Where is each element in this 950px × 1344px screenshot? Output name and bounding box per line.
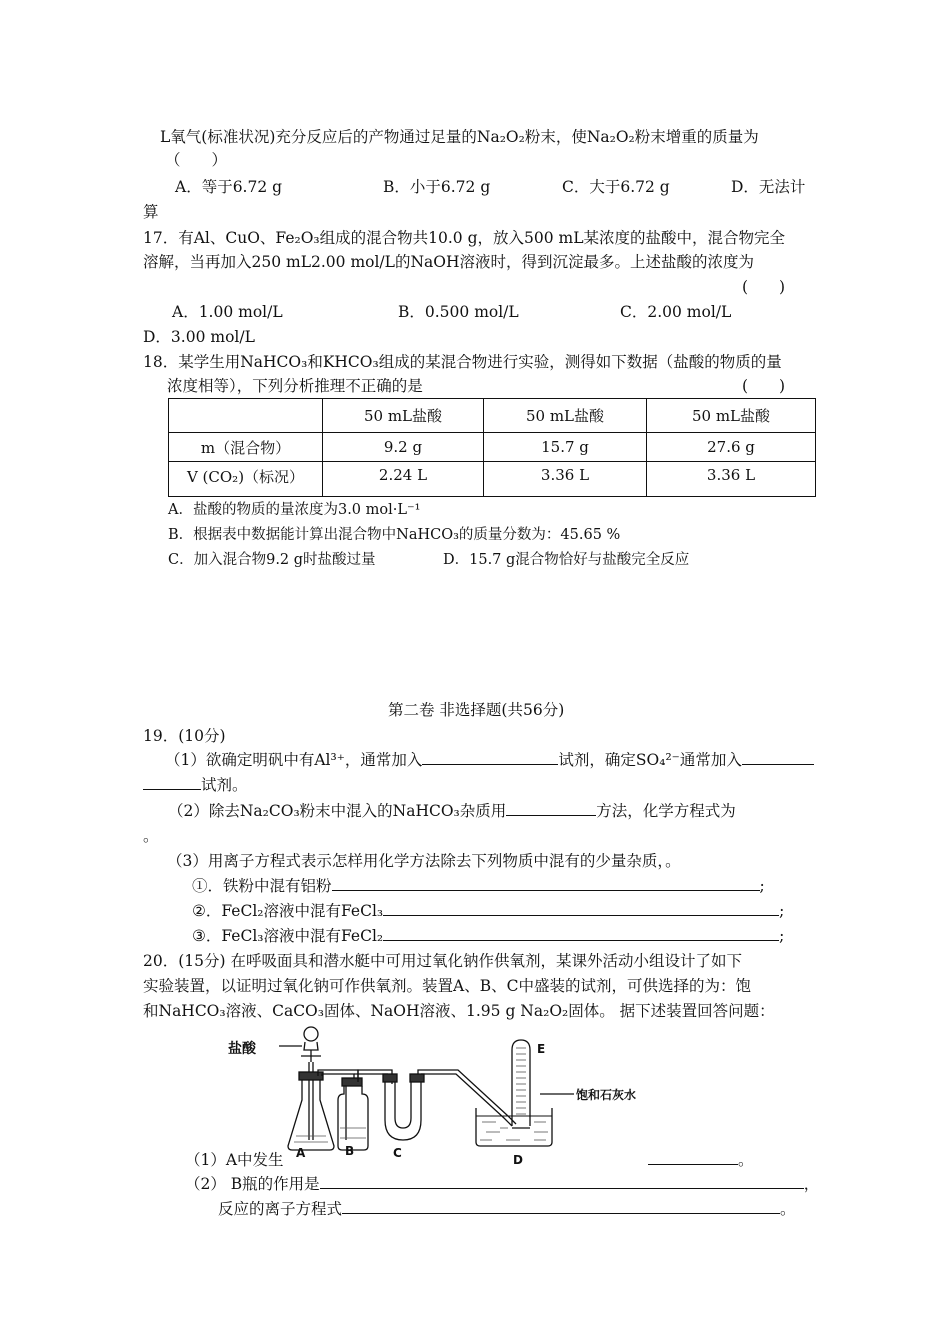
answer-blank[interactable] <box>383 926 779 941</box>
q19-part1 <box>165 750 814 770</box>
q17-stem-1: 17．有Al、CuO、Fe₂O₃组成的混合物共10.0 g，放入500 mL某浓度的盐酸中，混合物完全 <box>143 229 786 247</box>
table-row <box>169 433 816 462</box>
table-cell: 3.36 L <box>484 462 647 497</box>
trough-d-label: D <box>513 1153 523 1167</box>
section-title: 第二卷 非选择题(共56分) <box>388 701 565 719</box>
q17-option-d: D．3.00 mol/L <box>143 328 255 346</box>
q16-stem: L氧气(标准状况)充分反应后的产物通过足量的Na₂O₂粉末，使Na₂O₂粉末增重的质量为 <box>160 128 759 146</box>
flask-a-label: A <box>296 1146 306 1160</box>
q19-part1-text-c: 试剂。 <box>201 776 248 794</box>
table-header-row <box>169 399 816 433</box>
table-cell: 9.2 g <box>323 433 484 462</box>
q19-part2-text-b: 方法，化学方程式为 <box>596 802 736 820</box>
answer-blank[interactable] <box>332 876 760 891</box>
q20-stem-2: 实验装置，以证明过氧化钠可作供氧剂。装置A、B、C中盛装的试剂，可供选择的为：饱 <box>143 977 751 995</box>
u-tube-c-label: C <box>393 1146 402 1160</box>
q16-option-d-wrap: 算 <box>143 203 159 221</box>
table-cell: V (CO₂)（标况） <box>169 462 323 497</box>
comma: ， <box>803 1175 820 1193</box>
q20-stem-1: 20．(15分) 在呼吸面具和潜水艇中可用过氧化钠作供氧剂，某课外活动小组设计了如下 <box>143 952 742 970</box>
answer-blank[interactable] <box>320 1174 804 1189</box>
q17-option-c: C．2.00 mol/L <box>620 303 732 321</box>
q18-option-a: A．盐酸的物质的量浓度为3.0 mol·L⁻¹ <box>168 502 421 518</box>
q19-part1-text-a: （1）欲确定明矾中有Al³⁺，通常加入 <box>165 751 423 769</box>
q19-item-2 <box>192 901 784 921</box>
answer-blank[interactable] <box>143 775 201 790</box>
table-cell: m（混合物） <box>169 433 323 462</box>
hcl-label: 盐酸 <box>228 1041 256 1057</box>
q17-option-a: A．1.00 mol/L <box>172 303 283 321</box>
q16-option-b: B．小于6.72 g <box>383 178 491 196</box>
q19-item-1 <box>192 876 765 896</box>
q16-answer-paren: （ ） <box>165 151 228 169</box>
semicolon: ; <box>779 902 785 920</box>
answer-blank[interactable] <box>422 750 558 765</box>
table-cell: 27.6 g <box>647 433 816 462</box>
period: 。 <box>780 1200 796 1218</box>
q19-item-2-text: ②．FeCl₂溶液中混有FeCl₃ <box>192 902 384 920</box>
q20-sub2 <box>185 1174 819 1194</box>
answer-blank[interactable] <box>648 1150 738 1165</box>
q19-part2-text-a: （2）除去Na₂CO₃粉末中混入的NaHCO₃杂质用 <box>168 802 507 820</box>
semicolon: ; <box>779 927 785 945</box>
q16-option-c: C．大于6.72 g <box>562 178 670 196</box>
q17-option-b: B．0.500 mol/L <box>398 303 519 321</box>
bottle-b-label: B <box>345 1144 355 1158</box>
answer-blank[interactable] <box>383 901 779 916</box>
semicolon: ; <box>759 877 765 895</box>
table-cell: 50 mL盐酸 <box>484 399 647 433</box>
period: 。 <box>738 1151 754 1169</box>
tube-e-label: E <box>537 1042 546 1056</box>
q20-sub1-answer <box>648 1150 754 1170</box>
q19-part1-cont <box>143 775 248 795</box>
q18-stem-2: 浓度相等），下列分析推理不正确的是 <box>167 377 423 395</box>
q19-heading: 19．(10分) <box>143 727 226 745</box>
q20-stem-3: 和NaHCO₃溶液、CaCO₃固体、NaOH溶液、1.95 g Na₂O₂固体。 据下述装置回答问题： <box>143 1002 775 1020</box>
limewater-label: 饱和石灰水 <box>576 1088 637 1102</box>
answer-blank[interactable] <box>506 801 596 816</box>
q18-answer-paren: ( ) <box>742 377 786 395</box>
q20-sub2-equation <box>218 1199 796 1219</box>
q17-answer-paren: ( ) <box>742 278 786 296</box>
answer-blank[interactable] <box>342 1199 780 1214</box>
q19-part2-end: 。 <box>143 827 159 845</box>
q17-stem-2: 溶解，当再加入250 mL2.00 mol/L的NaOH溶液时，得到沉淀最多。上述盐酸的浓度为 <box>143 253 754 271</box>
answer-blank[interactable] <box>742 750 814 765</box>
q18-option-b: B．根据表中数据能计算出混合物中NaHCO₃的质量分数为：45.65 % <box>168 527 621 543</box>
q19-item-3 <box>192 926 784 946</box>
q19-item-1-text: ①．铁粉中混有铝粉 <box>192 877 332 895</box>
q16-option-a: A．等于6.72 g <box>175 178 283 196</box>
table-cell: 50 mL盐酸 <box>647 399 816 433</box>
table-cell: 15.7 g <box>484 433 647 462</box>
q18-option-c: C．加入混合物9.2 g时盐酸过量 <box>168 552 376 568</box>
table-cell: 3.36 L <box>647 462 816 497</box>
q18-stem-1: 18．某学生用NaHCO₃和KHCO₃组成的某混合物进行实验，测得如下数据（盐酸的物质的量 <box>143 353 782 371</box>
q20-sub2-equation-text: 反应的离子方程式 <box>218 1200 343 1218</box>
q19-item-3-text: ③．FeCl₃溶液中混有FeCl₂ <box>192 927 384 945</box>
q19-part3: （3）用离子方程式表示怎样用化学方法除去下列物质中混有的少量杂质，。 <box>167 852 681 870</box>
q20-sub2-text: （2） B瓶的作用是 <box>185 1175 320 1193</box>
table-row <box>169 462 816 497</box>
q19-part2 <box>168 801 736 821</box>
table-cell <box>169 399 323 433</box>
q16-option-d: D．无法计 <box>731 178 806 196</box>
q18-option-d: D．15.7 g混合物恰好与盐酸完全反应 <box>443 552 690 568</box>
q20-sub1: （1）A中发生 <box>185 1151 284 1169</box>
q19-part1-text-b: 试剂，确定SO₄²⁻通常加入 <box>558 751 742 769</box>
table-cell: 50 mL盐酸 <box>323 399 484 433</box>
table-cell: 2.24 L <box>323 462 484 497</box>
q18-data-table <box>168 398 816 497</box>
